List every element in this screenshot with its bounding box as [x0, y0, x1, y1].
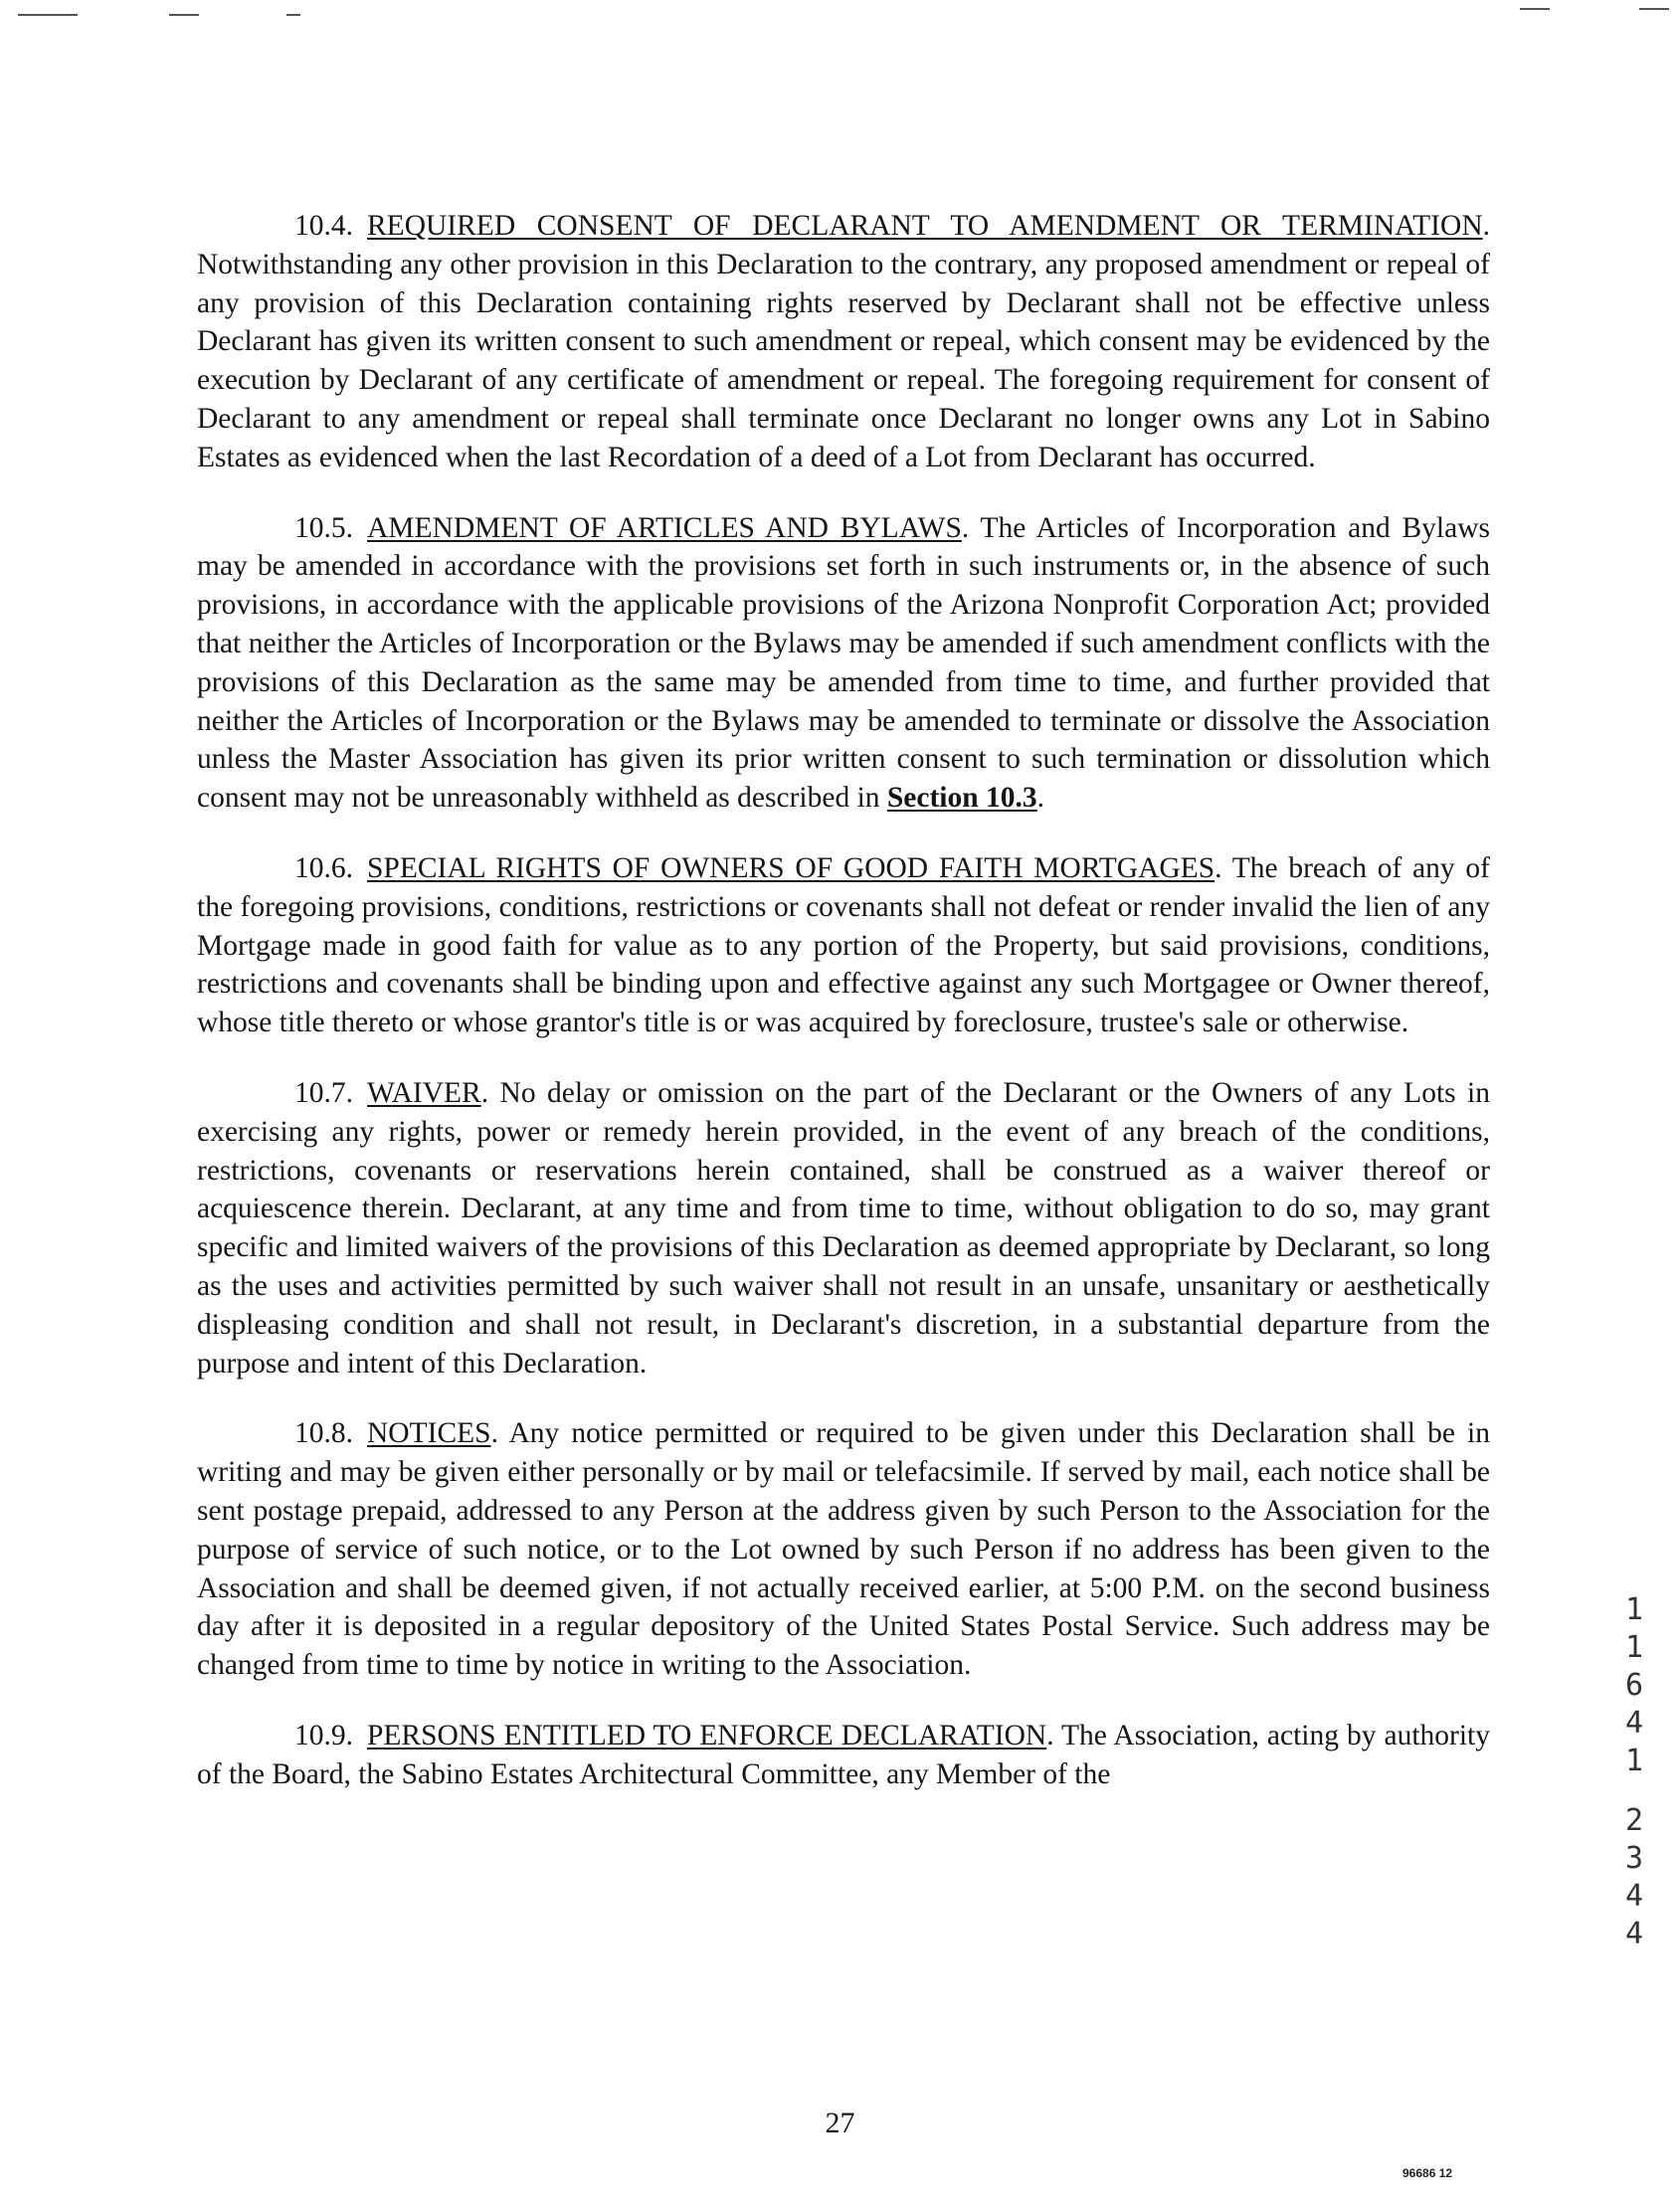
section-heading: NOTICES	[367, 1417, 491, 1450]
stamp-digit: 6	[1624, 1668, 1644, 1703]
stamp-digit: 4	[1624, 1879, 1644, 1914]
document-body	[197, 207, 1490, 1825]
section-heading: AMENDMENT OF ARTICLES AND BYLAWS	[367, 511, 962, 544]
stamp-digit: 1	[1624, 1630, 1644, 1665]
document-code: 96686 12	[1402, 2166, 1453, 2180]
scan-artifact	[18, 14, 78, 16]
stamp-digit: 3	[1624, 1841, 1644, 1876]
scan-artifact	[286, 14, 300, 16]
scan-artifact	[1520, 8, 1550, 10]
section-number: 10.6.	[294, 851, 353, 884]
section-heading: SPECIAL RIGHTS OF OWNERS OF GOOD FAITH MORTGAGES	[367, 851, 1215, 884]
stamp-digit: 4	[1624, 1706, 1644, 1741]
stamp-gap	[1619, 1780, 1649, 1802]
page-number: 27	[825, 2107, 855, 2139]
section-number: 10.9.	[294, 1719, 353, 1751]
section-10-5: 10.5. AMENDMENT OF ARTICLES AND BYLAWS. The Articles of Incorporation and Bylaws may be amended in accordance with the provisions set forth in such instruments or, in the absence of such provisions, in accordance with the applicable provisions of the Arizona Nonprofit Corporation Act; provided that neither the Articles of Incorporation or the Bylaws may be amended if such amendment conflicts with the provisions of this Declaration as the same may be amended from time to time, and further provided that neither the Articles of Incorporation or the Bylaws may be amended to terminate or dissolve the Association unless the Master Association has given its prior written consent to such termination or dissolution which consent may not be unreasonably withheld as described in Section 10.3.	[197, 511, 1491, 815]
section-number: 10.8.	[294, 1417, 353, 1450]
section-number: 10.5.	[294, 511, 353, 544]
section-text: The Articles of Incorporation and Bylaws may be amended in accordance with the provisions set forth in such instruments or, in the absence of such provisions, in accordance with the applicable provisions of the Arizona Nonprofit Corporation Act; provided that neither the Articles of Incorporation or the Bylaws may be amended if such amendment conflicts with the provisions of this Declaration as the same may be amended from time to time, and further provided that neither the Articles of Incorporation or the Bylaws may be amended to terminate or dissolve the Association unless the Master Association has given its prior written consent to such termination or dissolution which consent may not be unreasonably withheld as described in	[197, 511, 1491, 815]
section-10-4: 10.4. REQUIRED CONSENT OF DECLARANT TO AMENDMENT OR TERMINATION. Notwithstanding any other provision in this Declaration to the contrary, any proposed amendment or repeal of any provision of this Declaration containing rights reserved by Declarant shall not be effective unless Declarant has given its written consent to such amendment or repeal, which consent may be evidenced by the execution by Declarant of any certificate of amendment or repeal. The foregoing requirement for consent of Declarant to any amendment or repeal shall terminate once Declarant no longer owns any Lot in Sabino Estates as evidenced when the last Recordation of a deed of a Lot from Declarant has occurred.	[197, 210, 1490, 473]
section-text: No delay or omission on the part of the Declarant or the Owners of any Lots in exercising any rights, power or remedy herein provided, in the event of any breach of the conditions, restrictions, covenants or reservations herein contained, shall be construed as a waiver thereof or acquiescence therein. Declarant, at any time and from time to time, without obligation to do so, may grant specific and limited waivers of the provisions of this Declaration as deemed appropriate by Declarant, so long as the uses and activities permitted by such waiver shall not result in an unsafe, unsanitary or aesthetically displeasing condition and shall not result, in Declarant's discretion, in a substantial departure from the purpose and intent of this Declaration.	[197, 1076, 1491, 1380]
section-number: 10.4.	[294, 210, 353, 242]
stamp-digit: 1	[1624, 1592, 1644, 1627]
section-heading: WAIVER	[367, 1076, 481, 1109]
section-text: Notwithstanding any other provision in this Declaration to the contrary, any proposed amendment or repeal of any provision of this Declaration containing rights reserved by Declarant shall not be effective unless Declarant has given its written consent to such amendment or repeal, which consent may be evidenced by the execution by Declarant of any certificate of amendment or repeal. The foregoing requirement for consent of Declarant to any amendment or repeal shall terminate once Declarant no longer owns any Lot in Sabino Estates as evidenced when the last Recordation of a deed of a Lot from Declarant has occurred.	[197, 248, 1490, 473]
section-number: 10.7.	[294, 1076, 353, 1109]
stamp-digit: 2	[1624, 1803, 1644, 1838]
stamp-digit: 1	[1624, 1744, 1644, 1778]
scan-artifact	[1639, 8, 1669, 10]
recording-stamp	[1619, 1591, 1649, 1953]
section-10-9: 10.9. PERSONS ENTITLED TO ENFORCE DECLARATION. The Association, acting by authority of the Board, the Sabino Estates Architectural Committee, any Member of the	[197, 1719, 1490, 1790]
section-10-7: 10.7. WAIVER. No delay or omission on the part of the Declarant or the Owners of any Lots in exercising any rights, power or remedy herein provided, in the event of any breach of the conditions, restrictions, covenants or reservations herein contained, shall be construed as a waiver thereof or acquiescence therein. Declarant, at any time and from time to time, without obligation to do so, may grant specific and limited waivers of the provisions of this Declaration as deemed appropriate by Declarant, so long as the uses and activities permitted by such waiver shall not result in an unsafe, unsanitary or aesthetically displeasing condition and shall not result, in Declarant's discretion, in a substantial departure from the purpose and intent of this Declaration.	[197, 1076, 1491, 1380]
section-heading: REQUIRED CONSENT OF DECLARANT TO AMENDMENT OR TERMINATION	[367, 210, 1483, 242]
section-reference: Section 10.3	[886, 782, 1037, 815]
section-text: Any notice permitted or required to be given under this Declaration shall be in writing and may be given either personally or by mail or telefacsimile. If served by mail, each notice shall be sent postage prepaid, addressed to any Person at the address given by such Person to the Association for the purpose of service of such notice, or to the Lot owned by such Person if no address has been given to the Association and shall be deemed given, if not actually received earlier, at 5:00 P.M. on the second business day after it is deposited in a regular depository of the United States Postal Service. Such address may be changed from time to time by notice in writing to the Association.	[197, 1417, 1491, 1682]
section-heading: PERSONS ENTITLED TO ENFORCE DECLARATION	[367, 1719, 1047, 1751]
scan-artifact	[169, 14, 199, 16]
stamp-digit: 4	[1624, 1917, 1644, 1951]
section-text: The breach of any of the foregoing provisions, conditions, restrictions or covenants shall not defeat or render invalid the lien of any Mortgage made in good faith for value as to any portion of the Property, but said provisions, conditions, restrictions and covenants shall be binding upon and effective against any such Mortgagee or Owner thereof, whose title thereto or whose grantor's title is or was acquired by foreclosure, trustee's sale or otherwise.	[197, 851, 1490, 1039]
section-text: The Association, acting by authority of the Board, the Sabino Estates Architectural Committee, any Member of the	[197, 1719, 1490, 1790]
section-10-8: 10.8. NOTICES. Any notice permitted or required to be given under this Declaration shall be in writing and may be given either personally or by mail or telefacsimile. If served by mail, each notice shall be sent postage prepaid, addressed to any Person at the address given by such Person to the Association for the purpose of service of such notice, or to the Lot owned by such Person if no address has been given to the Association and shall be deemed given, if not actually received earlier, at 5:00 P.M. on the second business day after it is deposited in a regular depository of the United States Postal Service. Such address may be changed from time to time by notice in writing to the Association.	[197, 1417, 1491, 1682]
section-10-6: 10.6. SPECIAL RIGHTS OF OWNERS OF GOOD FAITH MORTGAGES. The breach of any of the foregoing provisions, conditions, restrictions or covenants shall not defeat or render invalid the lien of any Mortgage made in good faith for value as to any portion of the Property, but said provisions, conditions, restrictions and covenants shall be binding upon and effective against any such Mortgagee or Owner thereof, whose title thereto or whose grantor's title is or was acquired by foreclosure, trustee's sale or otherwise.	[197, 851, 1490, 1039]
